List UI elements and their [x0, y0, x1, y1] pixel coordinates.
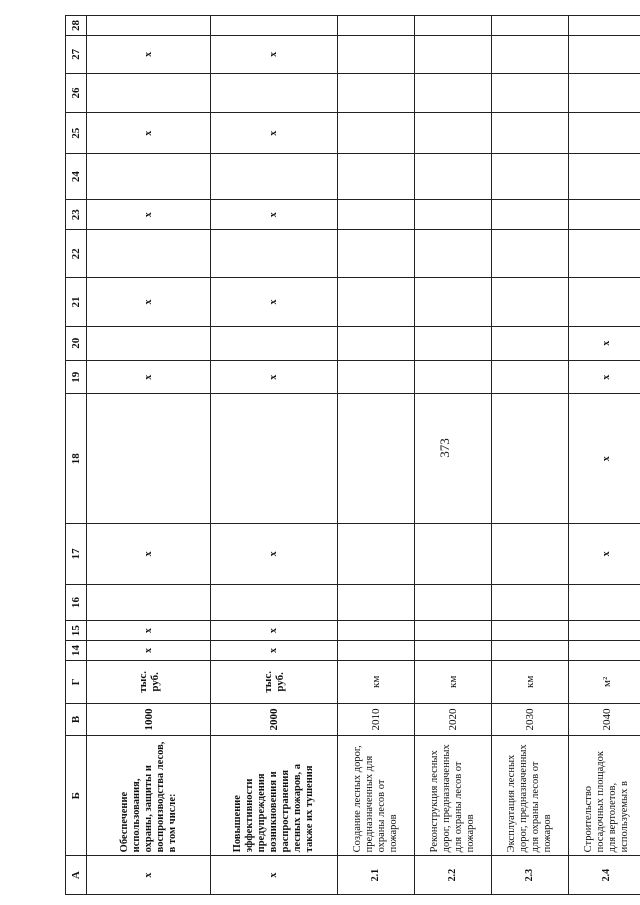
row-code-cell: 1000	[87, 703, 211, 735]
unit-cell: км	[492, 660, 569, 703]
table-container	[65, 15, 630, 895]
value-cell: x	[87, 361, 211, 394]
table-body	[87, 16, 640, 895]
column-header: 19	[66, 361, 87, 394]
value-cell	[492, 73, 569, 113]
value-cell	[211, 154, 338, 200]
value-cell	[415, 326, 492, 360]
indicator-name: Строительство посадочных площадок для вертолетов, используемых в	[582, 751, 630, 853]
value-cell	[569, 584, 640, 621]
page-number: 373	[437, 438, 452, 458]
row-code-cell: 2030	[492, 703, 569, 735]
indicator-name: Реконструкция лесных дорог, предназначенных для охраны лесов от пожаров	[429, 744, 476, 853]
row-code-cell: 2040	[569, 703, 640, 735]
value-cell	[338, 113, 415, 154]
value-cell	[338, 524, 415, 585]
unit-cell: м²	[569, 660, 640, 703]
value-cell	[415, 621, 492, 641]
value-cell: x	[569, 394, 640, 524]
value-cell: x	[569, 361, 640, 394]
value-cell: x	[211, 278, 338, 326]
column-header: 20	[66, 326, 87, 360]
value-cell	[415, 36, 492, 74]
value-cell	[87, 394, 211, 524]
value-cell	[415, 154, 492, 200]
value-cell	[492, 36, 569, 74]
value-cell	[415, 361, 492, 394]
value-cell	[338, 230, 415, 278]
value-cell	[338, 361, 415, 394]
value-cell	[338, 16, 415, 36]
value-cell	[211, 230, 338, 278]
value-cell	[415, 16, 492, 36]
column-header: 16	[66, 584, 87, 621]
column-header: 17	[66, 524, 87, 585]
value-cell	[211, 584, 338, 621]
row-number-cell: 2.4	[569, 856, 640, 895]
indicator-name: Повышение эффективности предупреждения возникновения и распространения лесных пожаров, а также их тушения	[232, 763, 315, 853]
column-header: А	[66, 856, 87, 895]
table-row	[87, 16, 211, 895]
row-number-cell: x	[211, 856, 338, 895]
value-cell	[415, 394, 492, 524]
row-code-cell: 2010	[338, 703, 415, 735]
value-cell	[492, 584, 569, 621]
value-cell: x	[87, 113, 211, 154]
value-cell	[569, 641, 640, 661]
value-cell	[569, 16, 640, 36]
indicator-name-cell	[569, 736, 640, 856]
value-cell: x	[87, 641, 211, 661]
value-cell: x	[87, 621, 211, 641]
value-cell	[415, 73, 492, 113]
indicator-name-cell	[211, 736, 338, 856]
row-number-cell: 2.3	[492, 856, 569, 895]
value-cell	[415, 584, 492, 621]
value-cell	[415, 200, 492, 230]
column-header: 22	[66, 230, 87, 278]
value-cell	[211, 16, 338, 36]
column-header: 18	[66, 394, 87, 524]
indicator-name-cell	[492, 736, 569, 856]
value-cell	[415, 113, 492, 154]
value-cell	[415, 524, 492, 585]
value-cell	[569, 36, 640, 74]
indicator-name: Обеспечение использования, охраны, защиты и воспроизводства лесов,	[118, 741, 166, 853]
value-cell	[338, 73, 415, 113]
value-cell: x	[87, 524, 211, 585]
value-cell	[211, 73, 338, 113]
table-row	[338, 16, 415, 895]
value-cell	[569, 73, 640, 113]
value-cell	[338, 278, 415, 326]
value-cell	[338, 394, 415, 524]
column-header: 15	[66, 621, 87, 641]
value-cell	[338, 621, 415, 641]
row-code-cell: 2020	[415, 703, 492, 735]
table-row	[492, 16, 569, 895]
value-cell	[492, 361, 569, 394]
value-cell	[211, 394, 338, 524]
indicator-name-cell	[415, 736, 492, 856]
value-cell	[338, 326, 415, 360]
table-row	[415, 16, 492, 895]
indicator-name: Эксплуатация лесных дорог, предназначенных для охраны лесов от пожаров	[506, 744, 553, 853]
value-cell: x	[211, 200, 338, 230]
value-cell: x	[569, 326, 640, 360]
value-cell	[87, 326, 211, 360]
unit-cell: км	[415, 660, 492, 703]
value-cell	[569, 621, 640, 641]
value-cell	[492, 113, 569, 154]
value-cell	[338, 154, 415, 200]
column-header: 14	[66, 641, 87, 661]
unit-cell: тыс. руб.	[211, 660, 338, 703]
value-cell: x	[87, 278, 211, 326]
value-cell	[492, 326, 569, 360]
value-cell	[492, 641, 569, 661]
value-cell: x	[211, 621, 338, 641]
table-header-row	[66, 16, 87, 895]
value-cell: x	[211, 113, 338, 154]
value-cell	[492, 621, 569, 641]
column-header: 26	[66, 73, 87, 113]
column-header: 27	[66, 36, 87, 74]
value-cell	[492, 394, 569, 524]
row-number-cell: x	[87, 856, 211, 895]
value-cell	[211, 326, 338, 360]
value-cell: x	[211, 36, 338, 74]
value-cell	[415, 230, 492, 278]
value-cell: x	[87, 200, 211, 230]
value-cell: x	[211, 361, 338, 394]
value-cell	[492, 278, 569, 326]
column-header: 21	[66, 278, 87, 326]
value-cell	[338, 200, 415, 230]
column-header: 28	[66, 16, 87, 36]
value-cell	[569, 200, 640, 230]
column-header: 23	[66, 200, 87, 230]
value-cell	[415, 641, 492, 661]
unit-cell: тыс. руб.	[87, 660, 211, 703]
indicator-name-cell	[87, 736, 211, 856]
value-cell	[87, 16, 211, 36]
value-cell	[87, 230, 211, 278]
column-header: Г	[66, 660, 87, 703]
column-header: 25	[66, 113, 87, 154]
value-cell	[338, 36, 415, 74]
value-cell	[415, 278, 492, 326]
value-cell: x	[569, 524, 640, 585]
value-cell: x	[211, 641, 338, 661]
value-cell	[338, 584, 415, 621]
value-cell	[492, 154, 569, 200]
value-cell	[338, 641, 415, 661]
table-row	[211, 16, 338, 895]
indicator-name-cell	[338, 736, 415, 856]
indicator-name-extra: в том числе:	[166, 793, 178, 853]
data-table	[65, 15, 640, 895]
value-cell	[87, 584, 211, 621]
row-number-cell: 2.1	[338, 856, 415, 895]
value-cell: x	[87, 36, 211, 74]
value-cell	[569, 230, 640, 278]
unit-cell: км	[338, 660, 415, 703]
value-cell	[87, 154, 211, 200]
indicator-name: Создание лесных дорог, предназначенных для охраны лесов от пожаров	[352, 745, 399, 853]
value-cell	[87, 73, 211, 113]
value-cell: x	[211, 524, 338, 585]
value-cell	[569, 154, 640, 200]
column-header: В	[66, 703, 87, 735]
value-cell	[492, 524, 569, 585]
value-cell	[492, 16, 569, 36]
column-header: 24	[66, 154, 87, 200]
table-row	[569, 16, 640, 895]
row-code-cell: 2000	[211, 703, 338, 735]
value-cell	[569, 113, 640, 154]
value-cell	[492, 230, 569, 278]
column-header: Б	[66, 736, 87, 856]
value-cell	[492, 200, 569, 230]
row-number-cell: 2.2	[415, 856, 492, 895]
value-cell	[569, 278, 640, 326]
